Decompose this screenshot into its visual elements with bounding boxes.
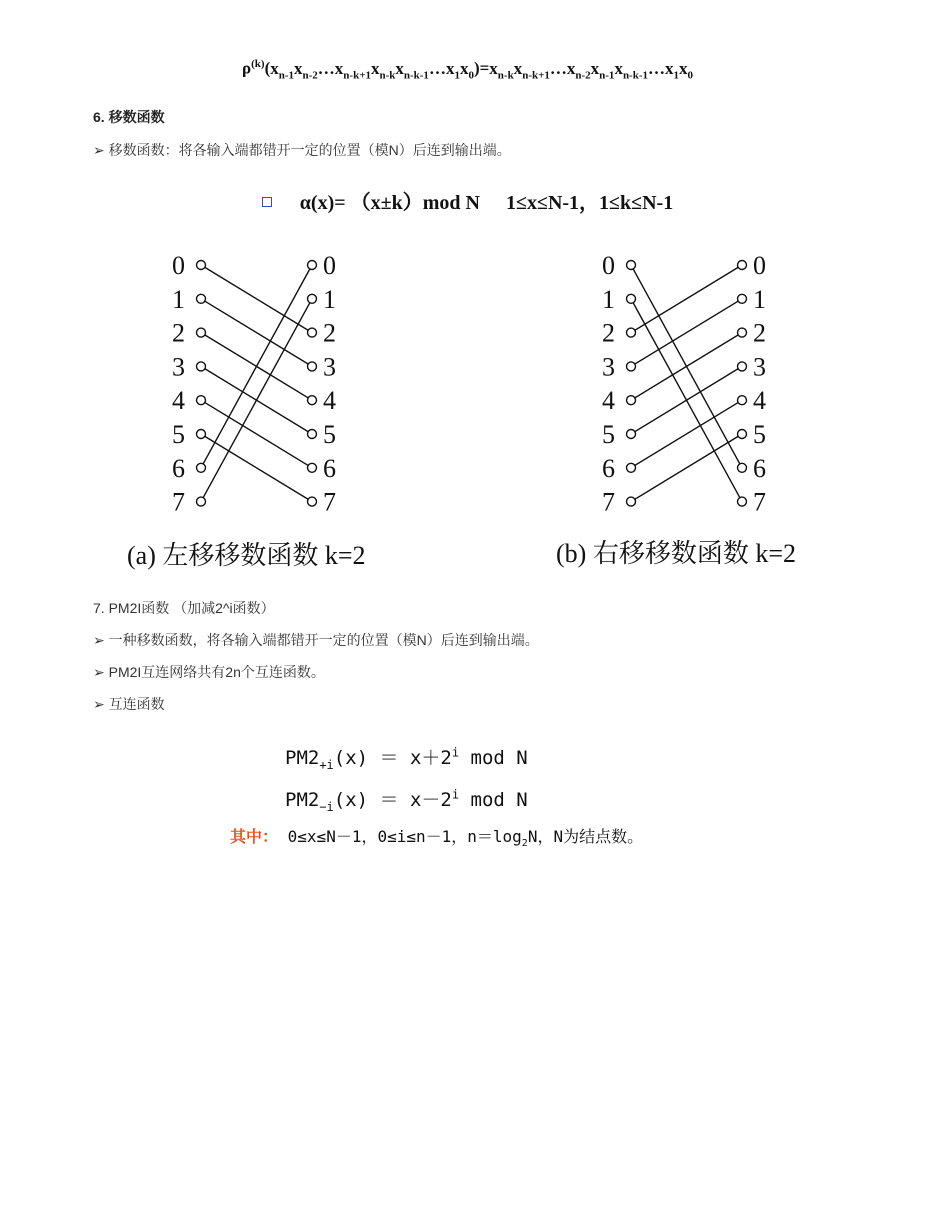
left-diagram-caption: (a) 左移移数函数 k=2 (127, 541, 366, 570)
right-diagram-caption: (b) 右移移数函数 k=2 (556, 539, 796, 568)
ellipsis: … (428, 58, 446, 78)
pm2-minus-formula: $PM2_{-i}(x) = x-2^i$ mod N (285, 787, 528, 814)
shuffle-formula: $\rho^{(k)}(x_{n-1}x_{n-2}\dots x_{n-k+1}x_{n-k}x_{n-k-1}\dots x_1x_0)=x_{n-k}x_{n-k+1}\dots x_{n-2}x_{n-1}x_{n-k-1}\dots x_1x_0$ (242, 58, 693, 82)
input-label: 1 (602, 284, 615, 314)
ellipsis: … (317, 58, 335, 78)
subscript: n-k (497, 69, 514, 82)
input-node (197, 362, 206, 371)
connection-line (201, 299, 312, 367)
output-label: 5 (323, 420, 336, 449)
output-label: 2 (323, 318, 336, 348)
output-label: 7 (753, 487, 766, 515)
subscript: 0 (468, 69, 474, 82)
output-label: 2 (753, 318, 766, 348)
output-label: 3 (323, 352, 336, 382)
connection-line (631, 366, 742, 434)
subscript: n-1 (278, 69, 295, 82)
variable-x: x (445, 58, 455, 78)
connection-line (631, 265, 742, 333)
input-label: 3 (172, 352, 185, 382)
section-6-bullet: ➢ 移数函数：将各输入端都错开一定的位置（模N）后连到输出端。 (93, 142, 511, 158)
output-label: 7 (323, 487, 336, 515)
input-node (197, 294, 206, 303)
output-node (738, 463, 747, 472)
input-label: 0 (172, 251, 185, 280)
subscript: n-k+1 (343, 69, 371, 82)
input-node (627, 261, 636, 270)
ellipsis: … (648, 58, 665, 78)
connection-line (631, 400, 742, 468)
input-node (627, 362, 636, 371)
output-node (738, 497, 747, 506)
variable-x: x (679, 58, 688, 78)
output-label: 6 (753, 453, 766, 483)
output-label: 6 (323, 453, 336, 483)
left-shift-diagram (160, 245, 360, 515)
input-node (197, 396, 206, 405)
input-label: 2 (602, 318, 615, 348)
section-7-bullet-2: ➢ PM2I互连网络共有2n个互连函数。 (93, 664, 325, 680)
output-label: 0 (753, 251, 766, 280)
input-node (627, 497, 636, 506)
connection-line (631, 333, 742, 401)
output-node (738, 328, 747, 337)
subscript: 1 (454, 69, 460, 82)
subscript: 0 (687, 69, 693, 82)
input-node (627, 328, 636, 337)
section-7-bullet-1: ➢ 一种移数函数，将各输入端都错开一定的位置（模N）后连到输出端。 (93, 632, 539, 648)
note-label: 其中： (230, 827, 279, 846)
output-label: 4 (753, 386, 766, 416)
output-node (308, 430, 317, 439)
connection-line (201, 265, 312, 333)
connection-line (631, 434, 742, 502)
output-node (308, 261, 317, 270)
output-label: 1 (753, 284, 766, 314)
variable-x: x (614, 58, 623, 78)
input-label: 1 (172, 284, 185, 314)
input-label: 6 (172, 453, 185, 483)
variable-x: x (513, 58, 523, 78)
subscript: n-k (379, 69, 396, 82)
input-label: 0 (602, 251, 615, 280)
input-label: 5 (172, 420, 185, 449)
output-node (308, 294, 317, 303)
variable-x: x (566, 58, 576, 78)
checkbox-bullet-icon (262, 197, 272, 207)
variable-x: x (590, 58, 600, 78)
output-node (308, 328, 317, 337)
input-node (627, 463, 636, 472)
input-node (197, 261, 206, 270)
variable-x: x (370, 58, 380, 78)
pm2-note: 其中： 0≤x≤N－1，0≤i≤n－1，$n=\log_2N$，N为结点数。 (230, 827, 644, 850)
connection-line (631, 299, 742, 367)
output-label: 3 (753, 352, 766, 382)
input-node (627, 294, 636, 303)
subscript: n-2 (302, 69, 318, 82)
variable-x: x (665, 58, 674, 78)
output-node (738, 396, 747, 405)
section-7-heading: 7. PM2I函数 （加减2^i函数） (93, 600, 275, 616)
variable-x: x (270, 58, 279, 78)
variable-x: x (489, 58, 498, 78)
input-node (197, 463, 206, 472)
input-node (197, 430, 206, 439)
subscript: n-1 (599, 69, 615, 82)
variable-x: x (334, 58, 344, 78)
output-node (738, 362, 747, 371)
output-node (308, 396, 317, 405)
connection-line (201, 299, 312, 502)
right-shift-diagram (590, 245, 790, 515)
input-label: 3 (602, 352, 615, 382)
output-node (738, 294, 747, 303)
section-6-heading: 6. 移数函数 (93, 109, 165, 125)
input-node (197, 497, 206, 506)
output-node (308, 497, 317, 506)
connection-line (201, 265, 312, 468)
output-node (738, 430, 747, 439)
input-label: 7 (602, 487, 615, 515)
ellipsis: … (549, 58, 567, 78)
input-label: 5 (602, 420, 615, 449)
output-label: 1 (323, 284, 336, 314)
variable-x: x (395, 58, 404, 78)
input-node (627, 396, 636, 405)
output-label: 4 (323, 386, 336, 416)
connection-line (201, 400, 312, 468)
subscript: n-k-1 (622, 69, 648, 82)
subscript: n-2 (575, 69, 591, 82)
section-7-bullet-3: ➢ 互连函数 (93, 696, 165, 712)
input-label: 4 (172, 386, 185, 416)
connection-line (201, 434, 312, 502)
subscript: n-k+1 (522, 69, 550, 82)
output-node (738, 261, 747, 270)
output-node (308, 463, 317, 472)
input-label: 7 (172, 487, 185, 515)
subscript: n-k-1 (403, 69, 429, 82)
output-node (308, 362, 317, 371)
pm2-plus-formula: $PM2_{+i}(x) = x+2^i$ mod N (285, 745, 528, 772)
input-label: 6 (602, 453, 615, 483)
subscript: 1 (673, 69, 679, 82)
variable-x: x (459, 58, 469, 78)
input-node (197, 328, 206, 337)
alpha-formula: α(x)= （x±k）mod N (299, 192, 480, 214)
alpha-formula-line (0, 186, 935, 215)
input-node (627, 430, 636, 439)
alpha-range: 1≤x≤N-1，1≤k≤N-1 (505, 192, 674, 214)
output-label: 5 (753, 420, 766, 449)
input-label: 4 (602, 386, 615, 416)
variable-x: x (294, 58, 303, 78)
output-label: 0 (323, 251, 336, 280)
input-label: 2 (172, 318, 185, 348)
